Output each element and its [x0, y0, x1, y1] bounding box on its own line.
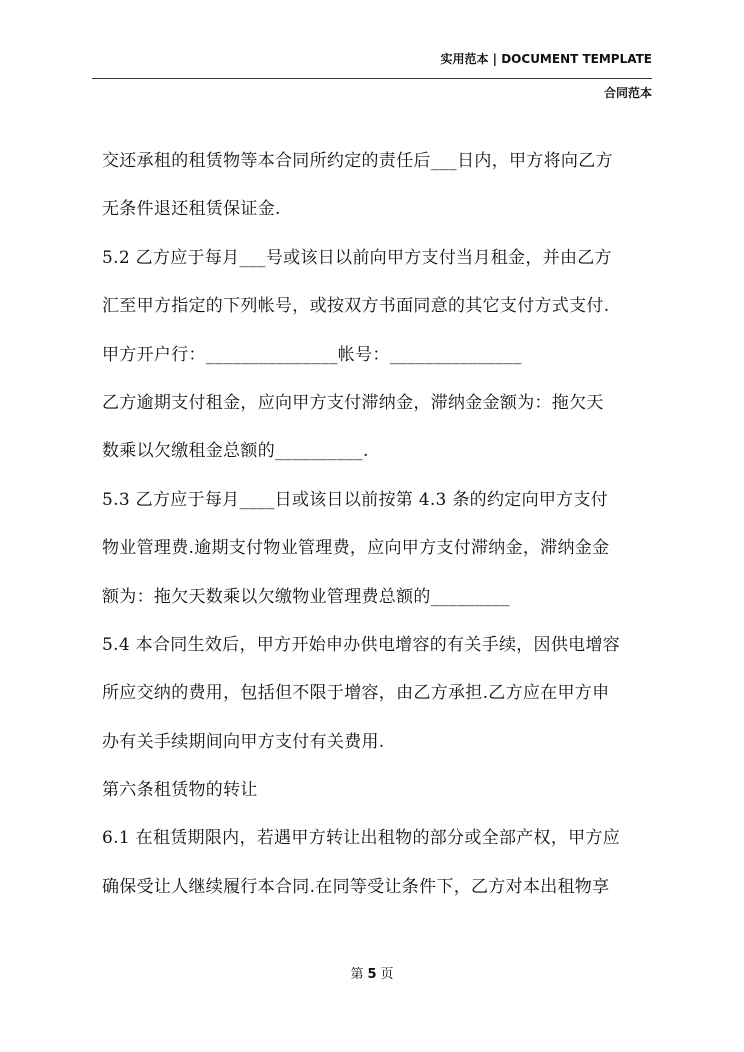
page-number-prefix: 第	[350, 967, 364, 982]
text-line: 确保受让人继续履行本合同.在同等受让条件下，乙方对本出租物享	[102, 876, 610, 897]
document-body	[102, 137, 662, 911]
text-line: 所应交纳的费用，包括但不限于增容，由乙方承担.乙方应在甲方申	[102, 683, 610, 704]
text-line: 5.2 乙方应于每月___号或该日以前向甲方支付当月租金，并由乙方	[102, 247, 612, 268]
text-line: 5.3 乙方应于每月____日或该日以前按第 4.3 条的约定向甲方支付	[102, 489, 609, 510]
text-line: 额为：拖欠天数乘以欠缴物业管理费总额的_________	[102, 586, 510, 607]
header-title: 实用范本 | DOCUMENT TEMPLATE	[440, 52, 652, 66]
page-number: 5	[367, 967, 377, 982]
text-line: 办有关手续期间向甲方支付有关费用.	[102, 731, 385, 752]
text-line: 甲方开户行：_______________帐号：_______________	[102, 344, 522, 365]
page-number-suffix: 页	[380, 967, 394, 982]
header-divider	[92, 78, 652, 79]
text-line: 物业管理费.逾期支付物业管理费，应向甲方支付滞纳金，滞纳金金	[102, 538, 610, 559]
header-subtitle: 合同范本	[603, 86, 652, 100]
text-line: 6.1 在租赁期限内，若遇甲方转让出租物的部分或全部产权，甲方应	[102, 828, 621, 849]
text-line: 汇至甲方指定的下列帐号，或按双方书面同意的其它支付方式支付.	[102, 296, 610, 317]
section-heading: 第六条租赁物的转让	[102, 780, 258, 801]
text-line: 交还承租的租赁物等本合同所约定的责任后___日内，甲方将向乙方	[102, 151, 613, 171]
text-line: 无条件退还租赁保证金.	[102, 199, 281, 220]
text-line: 数乘以欠缴租金总额的__________.	[102, 441, 369, 462]
page-footer	[0, 963, 744, 982]
text-line: 乙方逾期支付租金，应向甲方支付滞纳金，滞纳金金额为：拖欠天	[102, 392, 604, 413]
text-line: 5.4 本合同生效后，甲方开始申办供电增容的有关手续，因供电增容	[102, 634, 621, 655]
